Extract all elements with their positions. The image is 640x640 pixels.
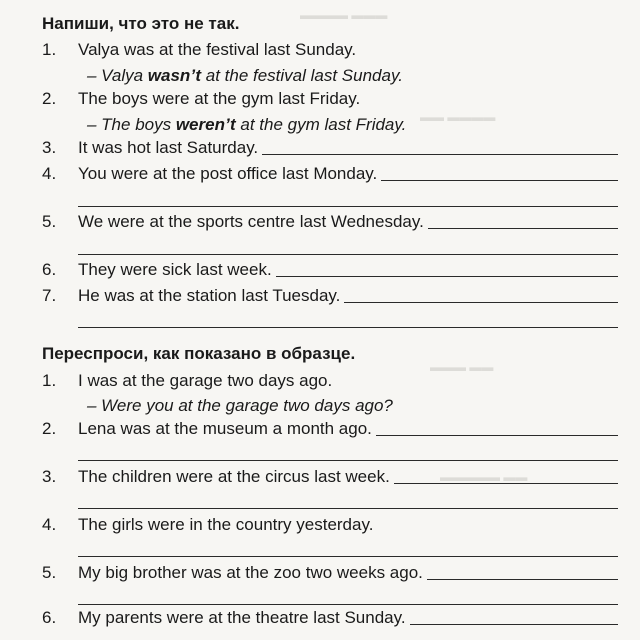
item-number: 6. [42, 608, 57, 627]
exercise2-item-2 [42, 419, 618, 439]
section2-title: Переспроси, как показано в образце. [42, 344, 356, 363]
exercise1-item-6 [42, 260, 618, 280]
item-number: 5. [42, 563, 57, 582]
item-number: 4. [42, 164, 57, 183]
bleed-through-mark: ▬▬▬▬ ▬▬▬ [300, 8, 388, 22]
answer-blank[interactable] [428, 227, 618, 229]
answer-blank-continuation[interactable] [78, 555, 618, 557]
item-sentence: The girls were in the country yesterday. [78, 515, 374, 534]
answer-blank-continuation[interactable] [78, 205, 618, 207]
exercise1-item-1 [42, 40, 618, 60]
example-answer-2 [87, 115, 406, 135]
answer-blank[interactable] [381, 179, 618, 181]
exercise2-item-1 [42, 371, 618, 391]
item-number: 1. [42, 40, 57, 59]
item-number: 2. [42, 89, 57, 108]
exercise2-item-4 [42, 515, 618, 535]
item-number: 3. [42, 138, 57, 157]
answer-blank-continuation[interactable] [78, 253, 618, 255]
item-sentence: I was at the garage two days ago. [78, 371, 333, 390]
item-sentence: The children were at the circus last week. [78, 467, 390, 486]
answer-part: at the gym last Friday. [235, 115, 407, 134]
answer-part: – The boys [87, 115, 176, 134]
item-number: 5. [42, 212, 57, 231]
item-sentence: The boys were at the gym last Friday. [78, 89, 361, 108]
exercise1-item-5 [42, 212, 618, 232]
answer-blank[interactable] [262, 153, 618, 155]
exercise2-item-3 [42, 467, 618, 487]
example-answer-3: – Were you at the garage two days ago? [87, 396, 393, 415]
answer-bold-word: weren’t [175, 115, 236, 134]
example-answer-1 [87, 66, 403, 86]
item-number: 3. [42, 467, 57, 486]
exercise1-item-4 [42, 164, 618, 184]
item-number: 6. [42, 260, 57, 279]
exercise1-item-7 [42, 286, 618, 306]
exercise2-item-5 [42, 563, 618, 583]
item-number: 7. [42, 286, 57, 305]
item-sentence: They were sick last week. [78, 260, 272, 279]
item-sentence: Lena was at the museum a month ago. [78, 419, 372, 438]
item-sentence: My big brother was at the zoo two weeks ago. [78, 563, 423, 582]
item-sentence: We were at the sports centre last Wednesday. [78, 212, 424, 231]
answer-blank-continuation[interactable] [78, 603, 618, 605]
answer-blank[interactable] [427, 578, 618, 580]
answer-blank[interactable] [344, 301, 618, 303]
item-sentence: My parents were at the theatre last Sunday. [78, 608, 406, 627]
answer-blank[interactable] [376, 434, 618, 436]
answer-part: at the festival last Sunday. [201, 66, 403, 85]
answer-blank-continuation[interactable] [78, 507, 618, 509]
exercise1-item-3 [42, 138, 618, 158]
item-sentence: Valya was at the festival last Sunday. [78, 40, 357, 59]
answer-blank-continuation[interactable] [78, 459, 618, 461]
answer-blank[interactable] [410, 623, 618, 625]
bleed-through-mark: ▬▬ ▬▬▬▬ [420, 110, 496, 124]
exercise2-item-6 [42, 608, 618, 628]
item-number: 2. [42, 419, 57, 438]
item-number: 4. [42, 515, 57, 534]
item-number: 1. [42, 371, 57, 390]
item-sentence: He was at the station last Tuesday. [78, 286, 341, 305]
item-sentence: You were at the post office last Monday. [78, 164, 378, 183]
answer-part: – Valya [87, 66, 148, 85]
answer-bold-word: wasn’t [147, 66, 202, 85]
item-sentence: It was hot last Saturday. [78, 138, 259, 157]
bleed-through-mark: ▬▬▬ ▬▬ [430, 360, 494, 374]
answer-blank-continuation[interactable] [78, 326, 618, 328]
section1-title: Напиши, что это не так. [42, 14, 240, 33]
answer-blank[interactable] [276, 275, 618, 277]
exercise1-item-2 [42, 89, 618, 109]
bleed-through-mark: ▬▬▬▬▬ ▬▬ [440, 470, 528, 484]
answer-blank[interactable] [394, 482, 618, 484]
